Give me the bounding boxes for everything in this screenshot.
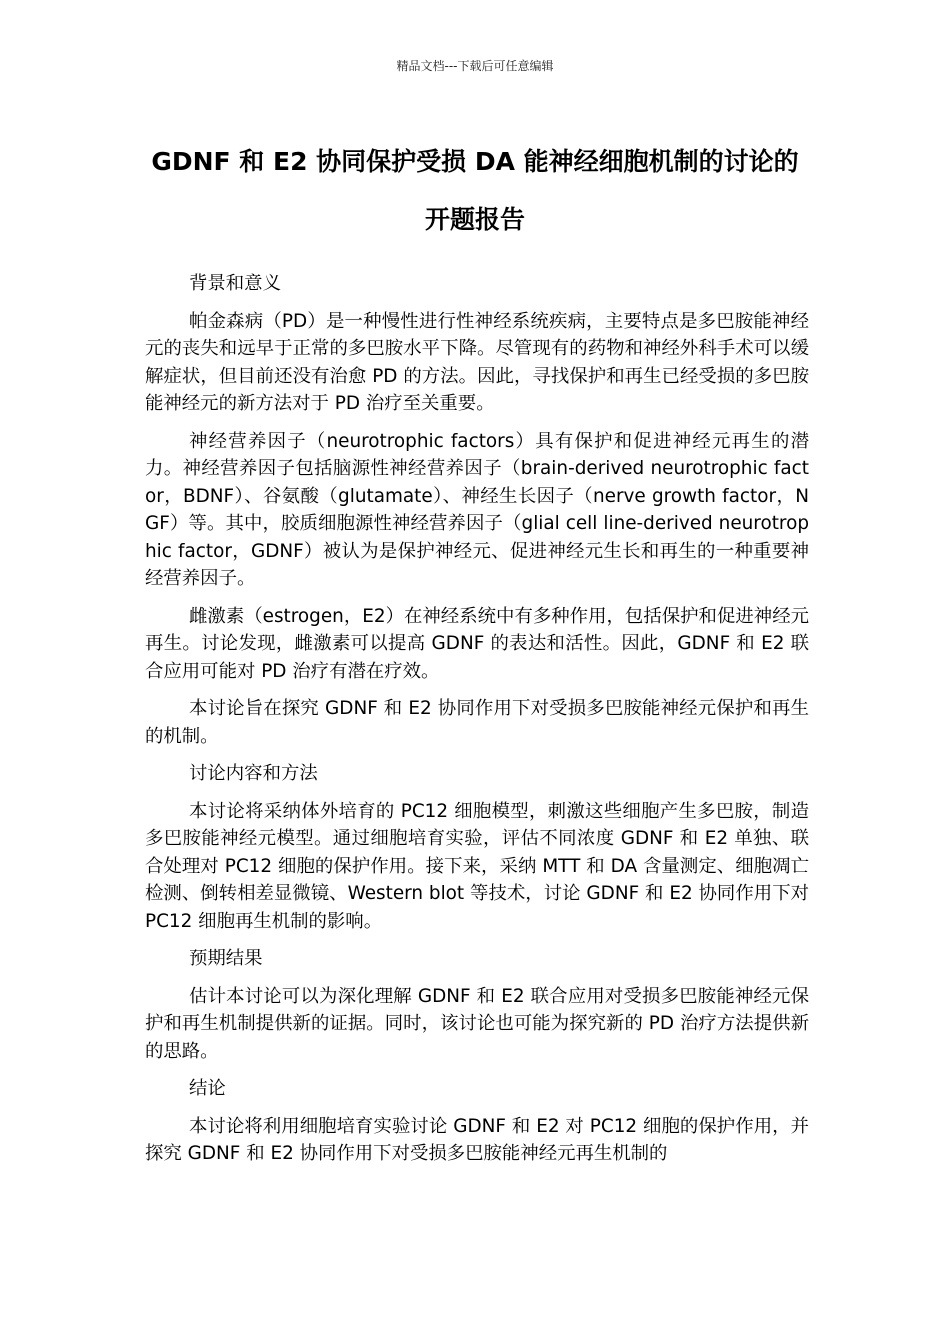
paragraph-background-2: 神经营养因子（neurotrophic factors）具有保护和促进神经元再生的潜力。神经营养因子包括脑源性神经营养因子（brain-derived neurotrophic factor，BDNF）、谷氨酸（glutamate）、神经生长因子（nerve growth factor，NGF）等。其中，胶质细胞源性神经营养因子（glial cell line-derived neurotrophic factor，GDNF）被认为是保护神经元、促进神经元生长和再生的一种重要神经营养因子。: [145, 430, 809, 589]
paragraph-background-3: 雌激素（estrogen，E2）在神经系统中有多种作用，包括保护和促进神经元再生。讨论发现，雌激素可以提高 GDNF 的表达和活性。因此，GDNF 和 E2 联合应用可能对 PD 治疗有潜在疗效。: [145, 605, 809, 682]
document-title: GDNF 和 E2 协同保护受损 DA 能神经细胞机制的讨论的开题报告: [151, 147, 799, 234]
paragraph-background-1: 帕金森病（PD）是一种慢性进行性神经系统疾病，主要特点是多巴胺能神经元的丧失和远早于正常的多巴胺水平下降。尽管现有的药物和神经外科手术可以缓解症状，但目前还没有治愈 PD 的方法。因此，寻找保护和再生已经受损的多巴胺能神经元的新方法对于 PD 治疗至关重要。: [145, 310, 809, 414]
document-body: [145, 270, 809, 1178]
section-heading-background: 背景和意义: [189, 273, 281, 294]
section-heading-results: 预期结果: [189, 948, 263, 969]
paragraph-results-1: 估计本讨论可以为深化理解 GDNF 和 E2 联合应用对受损多巴胺能神经元保护和再生机制提供新的证据。同时，该讨论也可能为探究新的 PD 治疗方法提供新的思路。: [145, 985, 809, 1062]
section-heading-conclusion: 结论: [189, 1078, 226, 1099]
page-header-note: 精品文档---下载后可任意编辑: [396, 59, 554, 73]
section-heading-methods: 讨论内容和方法: [189, 763, 318, 784]
paragraph-methods-1: 本讨论将采纳体外培育的 PC12 细胞模型，刺激这些细胞产生多巴胺，制造多巴胺能神经元模型。通过细胞培育实验，评估不同浓度 GDNF 和 E2 单独、联合处理对 PC12 细胞的保护作用。接下来，采纳 MTT 和 DA 含量测定、细胞凋亡检测、倒转相差显微镜、Western blot 等技术，讨论 GDNF 和 E2 协同作用下对 PC12 细胞再生机制的影响。: [145, 800, 809, 932]
paragraph-conclusion-1: 本讨论将利用细胞培育实验讨论 GDNF 和 E2 对 PC12 细胞的保护作用，并探究 GDNF 和 E2 协同作用下对受损多巴胺能神经元再生机制的: [145, 1115, 809, 1164]
paragraph-background-4: 本讨论旨在探究 GDNF 和 E2 协同作用下对受损多巴胺能神经元保护和再生的机制。: [145, 698, 809, 747]
